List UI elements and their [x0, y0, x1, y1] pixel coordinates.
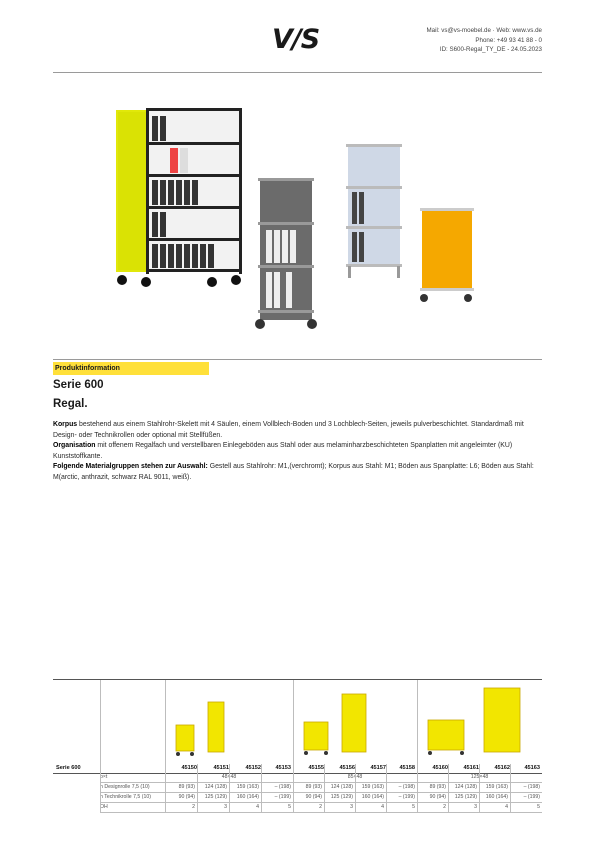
- description-materials: Folgende Materialgruppen stehen zur Auswahl: Gestell aus Stahlrohr: M1,(verchromt); Korpus aus Stahl: M1; Böden aus Spanplatte: L6; Böden aus Stahl: M(arctic, anthrazit, schwarz RAL 9011, weiß).: [53, 463, 534, 481]
- table-cell: 160 (164): [485, 794, 508, 800]
- table-cell: 124 (128): [330, 784, 353, 790]
- table-cell: 125 (129): [330, 794, 353, 800]
- table-row-technik: [53, 793, 542, 802]
- code-cell: 45162: [494, 765, 510, 771]
- table-row-oh: [53, 803, 542, 812]
- section-divider: [53, 359, 542, 360]
- code-cell: 45151: [213, 765, 229, 771]
- code-cell: 45163: [524, 765, 540, 771]
- code-cell: 45156: [339, 765, 355, 771]
- table-cell: 125 (129): [204, 794, 227, 800]
- row-label-design: h Designrolle 7,5 (10): [100, 784, 150, 790]
- product-photo: [100, 100, 500, 340]
- code-cell: 45153: [275, 765, 291, 771]
- description-organisation: Organisation mit offenem Regalfach und verstellbaren Einlegeböden aus Stahl oder aus melaminharzbeschichteten Spanplatten mit angeleimter (KU) Kunststoffkante.: [53, 442, 513, 460]
- table-cell: 5: [537, 804, 540, 810]
- table-image-row: [53, 680, 542, 763]
- table-cell: 2: [319, 804, 322, 810]
- table-cell: 2: [443, 804, 446, 810]
- table-cell: 159 (163): [361, 784, 384, 790]
- table-cell: 5: [412, 804, 415, 810]
- table-cell: 89 (93): [178, 784, 195, 790]
- table-cell: 5: [288, 804, 291, 810]
- shelf-large: [116, 108, 242, 287]
- group-image-85x48: [293, 680, 418, 763]
- table-cell: 124 (128): [204, 784, 227, 790]
- code-cell: 45150: [181, 765, 197, 771]
- group-image-48x48: [165, 680, 294, 763]
- table-row-design: [53, 783, 542, 792]
- table-cell: 3: [474, 804, 477, 810]
- code-cell: 45158: [399, 765, 415, 771]
- dimension-cell: 85×48: [347, 774, 363, 780]
- dimension-cell: 48×48: [221, 774, 237, 780]
- document-id: ID: S600-Regal_TY_DE - 24.05.2023: [439, 46, 542, 53]
- table-cell: 159 (163): [236, 784, 259, 790]
- table-cell: 3: [224, 804, 227, 810]
- table-cell: 90 (94): [305, 794, 322, 800]
- table-header-row: [53, 764, 542, 773]
- table-cell: 89 (93): [429, 784, 446, 790]
- table-cell: – (199): [523, 794, 540, 800]
- table-cell: 89 (93): [305, 784, 322, 790]
- code-cell: 45161: [463, 765, 479, 771]
- product-description: [53, 420, 542, 484]
- series-title: Serie 600: [53, 379, 104, 391]
- table-cell: 124 (128): [454, 784, 477, 790]
- code-cell: 45152: [245, 765, 261, 771]
- table-cell: – (199): [274, 794, 291, 800]
- row-label-oh: OH: [100, 804, 108, 810]
- header-divider: [53, 72, 542, 73]
- table-cell: 3: [350, 804, 353, 810]
- brand-logo: V/S: [272, 24, 320, 55]
- shelf-grey: [255, 178, 317, 329]
- contact-mail-web: Mail: vs@vs-moebel.de · Web: www.vs.de: [426, 27, 542, 34]
- row-label-dimension: b×t: [100, 774, 108, 780]
- dimension-cell: 125×48: [470, 774, 489, 780]
- table-cell: 125 (129): [454, 794, 477, 800]
- table-cell: – (199): [398, 794, 415, 800]
- table-cell: – (198): [274, 784, 291, 790]
- contact-block: [426, 26, 542, 55]
- group-image-125x48: [417, 680, 543, 763]
- table-cell: 90 (94): [178, 794, 195, 800]
- table-row-dimension: [53, 773, 542, 782]
- code-cell: 45155: [308, 765, 324, 771]
- product-type-title: Regal.: [53, 398, 88, 410]
- series-label: Serie 600: [56, 765, 81, 771]
- table-cell: 4: [256, 804, 259, 810]
- contact-phone: Phone: +49 93 41 88 - 0: [475, 36, 542, 44]
- table-cell: 159 (163): [485, 784, 508, 790]
- shelf-white: [346, 144, 402, 278]
- table-cell: 2: [192, 804, 195, 810]
- table-cell: 4: [381, 804, 384, 810]
- table-cell: 160 (164): [236, 794, 259, 800]
- product-info-label: Produktinformation: [53, 362, 209, 375]
- code-cell: 45157: [370, 765, 386, 771]
- table-cell: 4: [505, 804, 508, 810]
- shelf-orange: [420, 208, 474, 302]
- description-korpus: Korpus bestehend aus einem Stahlrohr-Skelett mit 4 Säulen, einem Vollblech-Boden und 3 Lochblech-Seiten, jeweils pulverbeschichtet. Standardmaß mit Design- oder Technikrollen oder optional mit Stellfüßen.: [53, 421, 524, 439]
- row-label-technik: h Technikrolle 7,5 (10): [100, 794, 151, 800]
- table-cell: 160 (164): [361, 794, 384, 800]
- table-cell: – (198): [523, 784, 540, 790]
- table-cell: 90 (94): [429, 794, 446, 800]
- code-cell: 45160: [432, 765, 448, 771]
- table-cell: – (198): [398, 784, 415, 790]
